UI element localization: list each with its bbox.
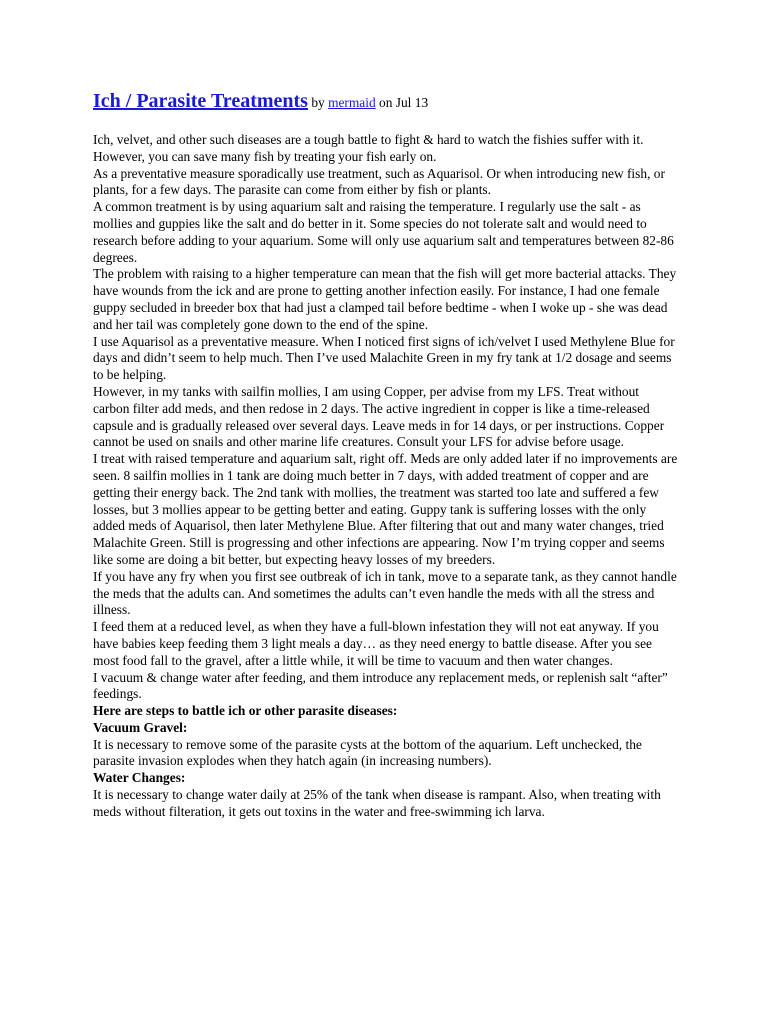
water-changes-text: It is necessary to change water daily at 25% of the tank when disease is rampant. Also, when treating with meds without filteration, it gets out toxins in the water and free-swimming ich larva. <box>93 787 661 819</box>
byline <box>311 95 428 110</box>
post-title-link[interactable]: Ich / Parasite Treatments <box>93 90 308 112</box>
paragraph-temperature-problem: The problem with raising to a higher temperature can mean that the fish will get more bacterial attacks. They have wounds from the ick and are prone to getting another infection easily. For instance, I had one female guppy secluded in breeder box that had just a clamped tail before bedtime - when I woke up - she was dead and her tail was completely gone down to the end of the spine. <box>93 266 677 332</box>
paragraph-salt-treatment: A common treatment is by using aquarium salt and raising the temperature. I regularly use the salt - as mollies and guppies like the salt and do better in it. Some species do not tolerate salt and would need to research before adding to your aquarium. Some will only use aquarium salt and temperatures between 82-86 degrees. <box>93 199 674 265</box>
article <box>93 88 678 821</box>
vacuum-gravel-text: It is necessary to remove some of the parasite cysts at the bottom of the aquarium. Left unchecked, the parasite invasion explodes when they hatch again (in increasing numbers). <box>93 736 642 769</box>
paragraph-copper: However, in my tanks with sailfin mollies, I am using Copper, per advise from my LFS. Treat without carbon filter add meds, and then redose in 2 days. The active ingredient in copper is like a time-released capsule and is gradually released over several days. Leave meds in for 14 days, or per instructions. Copper cannot be used on snails and other marine life creatures. Consult your LFS for advise before usage. <box>93 383 665 450</box>
vacuum-gravel-heading: Vacuum Gravel: <box>93 719 188 735</box>
steps-heading: Here are steps to battle ich or other parasite diseases: <box>93 703 398 719</box>
paragraph-fry: If you have any fry when you first see outbreak of ich in tank, move to a separate tank, as they cannot handle the meds that the adults can. And sometimes the adults can’t even handle the meds with all the stress and illness. <box>93 568 677 618</box>
paragraph-intro: Ich, velvet, and other such diseases are a tough battle to fight & hard to watch the fishies suffer with it. However, you can save many fish by treating your fish early on. <box>93 132 644 164</box>
paragraph-raised-temperature: I treat with raised temperature and aquarium salt, right off. Meds are only added later if no improvements are seen. 8 sailfin mollies in 1 tank are doing much better in 7 days, with added treatment of copper and are getting their energy back. The 2nd tank with mollies, the treatment was started too late and suffered a few losses, but 3 mollies appear to be getting better and eating. Guppy tank is suffering losses with the only added meds of Aquarisol, then later Methylene Blue. After filtering that out and many water changes, tried Malachite Green. Still is progressing and other infections are appearing. Now I’m trying copper and seems like some are doing a bit better, but expecting heavy losses of my breeders. <box>93 451 678 567</box>
water-changes-heading: Water Changes: <box>93 770 186 786</box>
post-date: on Jul 13 <box>379 95 429 110</box>
paragraph-vacuum-change: I vacuum & change water after feeding, and them introduce any replacement meds, or replenish salt “after” feedings. <box>93 669 668 702</box>
paragraph-aquarisol: I use Aquarisol as a preventative measure. When I noticed first signs of ich/velvet I used Methylene Blue for days and didn’t seem to help much. Then I’ve used Malachite Green in my fry tank at 1/2 dosage and seems to be helping. <box>93 333 675 383</box>
paragraph-preventative: As a preventative measure sporadically use treatment, such as Aquarisol. Or when introducing new fish, or plants, for a few days. The parasite can come from either by fish or plants. <box>93 165 665 198</box>
paragraph-feeding: I feed them at a reduced level, as when they have a full-blown infestation they will not eat anyway. If you have babies keep feeding them 3 light meals a day… as they need energy to battle disease. After you see most food fall to the gravel, after a little while, it will be time to vacuum and then water changes. <box>93 619 659 668</box>
title-line <box>93 88 678 116</box>
author-link[interactable]: mermaid <box>328 95 376 110</box>
by-label: by <box>311 95 325 110</box>
